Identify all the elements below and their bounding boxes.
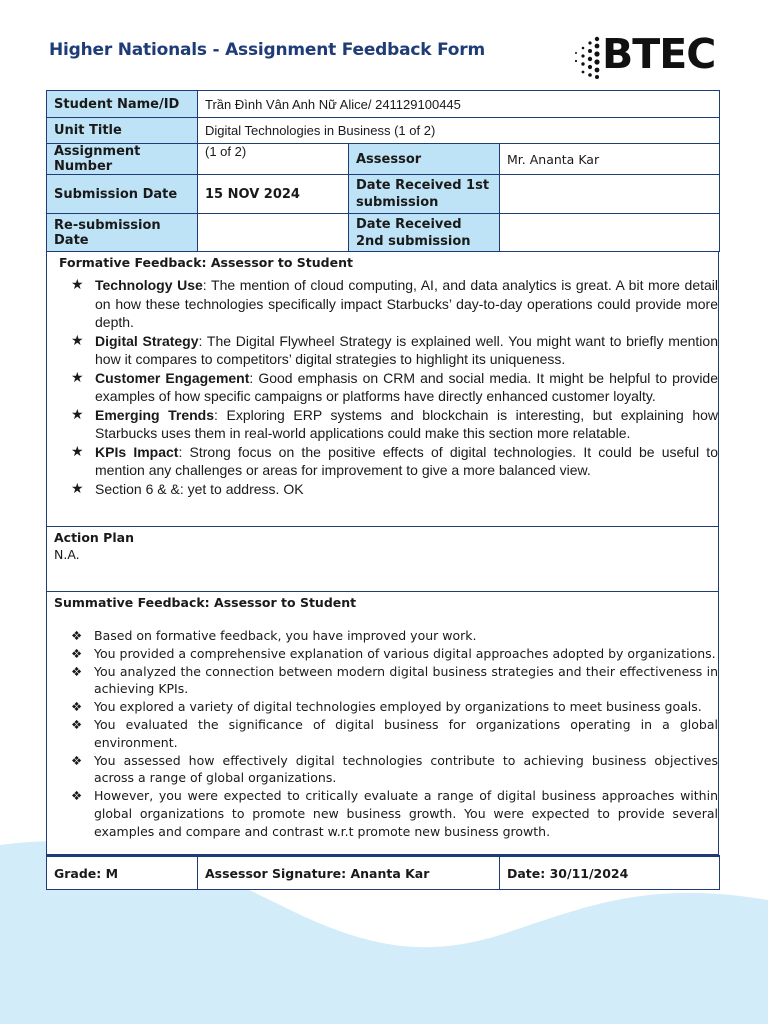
star-icon: ★ [71, 332, 84, 349]
star-icon: ★ [71, 406, 84, 423]
item-text: You explored a variety of digital technologies employed by organizations to meet business goals. [94, 699, 702, 715]
student-value: Trần Đình Vân Anh Nữ Alice/ 241129100445 [198, 91, 720, 118]
submission-value: 15 NOV 2024 [198, 175, 349, 214]
list-item [59, 369, 718, 406]
table-row [47, 175, 720, 214]
table-row [47, 144, 720, 175]
received2-label: Date Received 2nd submission [349, 214, 500, 252]
summative-title: Summative Feedback: Assessor to Student [54, 595, 357, 610]
resubmission-value [198, 214, 349, 252]
assignment-label: Assignment Number [47, 144, 198, 175]
logo-wordmark: BTEC [602, 30, 716, 78]
item-text: Section 6 & &: yet to address. OK [95, 480, 304, 497]
received-value [500, 175, 720, 214]
unit-label: Unit Title [47, 118, 198, 144]
received-label: Date Received 1st submission [349, 175, 500, 214]
action-plan-title: Action Plan [54, 530, 134, 545]
assignment-value: (1 of 2) [198, 144, 349, 175]
formative-section [46, 252, 719, 527]
item-text: : Good emphasis on CRM and social media. It might be helpful to provide examples of how specific campaigns or platforms have directly enhanced customer loyalty. [95, 369, 719, 404]
diamond-bullet-icon: ❖ [71, 663, 83, 679]
action-plan-section [46, 527, 719, 592]
list-item [54, 698, 718, 716]
unit-value: Digital Technologies in Business (1 of 2) [198, 118, 720, 144]
item-text: Based on formative feedback, you have improved your work. [94, 628, 477, 643]
item-text: You evaluated the significance of digital business for organizations operating in a global environment. [94, 716, 718, 750]
diamond-bullet-icon: ❖ [71, 628, 83, 643]
list-item [54, 663, 718, 699]
star-icon: ★ [71, 480, 84, 497]
list-item [59, 443, 718, 480]
item-text: You assessed how effectively digital technologies contribute to achieving business objectives across a range of global organizations. [94, 752, 718, 786]
table-row [47, 214, 720, 252]
item-text: You provided a comprehensive explanation of various digital approaches adopted by organizations. [94, 645, 716, 661]
summative-section [46, 592, 719, 855]
item-text: : The mention of cloud computing, AI, and data analytics is great. A bit more detail on how these technologies specifically impact Starbucks’ day-to-day operations could provide more depth. [95, 277, 718, 330]
star-icon: ★ [71, 443, 84, 460]
list-item [54, 752, 718, 788]
submission-label: Submission Date [47, 175, 198, 214]
star-icon: ★ [71, 369, 84, 386]
item-heading: Customer Engagement [95, 369, 250, 386]
formative-list [59, 276, 718, 498]
assessor-value: Mr. Ananta Kar [500, 144, 720, 175]
student-label: Student Name/ID [47, 91, 198, 118]
assessor-label: Assessor [349, 144, 500, 175]
details-table [46, 90, 720, 252]
table-row [47, 856, 720, 890]
item-text: However, you were expected to critically evaluate a range of digital business approaches within global organizations to promote new business growth. You were expected to provide several examples and compare and contrast w.r.t promote new business growth. [94, 788, 718, 839]
table-row [47, 91, 720, 118]
list-item [59, 480, 718, 499]
item-heading: Digital Strategy [95, 332, 199, 349]
formative-title: Formative Feedback: Assessor to Student [59, 255, 353, 270]
item-heading: Emerging Trends [95, 406, 215, 423]
feedback-form [46, 90, 719, 890]
diamond-bullet-icon: ❖ [71, 788, 83, 804]
received2-value [500, 214, 720, 252]
action-plan-text: N.A. [54, 547, 80, 562]
feedback-date: Date: 30/11/2024 [500, 856, 720, 890]
star-icon: ★ [71, 277, 84, 293]
logo-dots-icon [572, 34, 604, 82]
item-text: You analyzed the connection between modern digital business strategies and their effectiveness in achieving KPIs. [94, 663, 718, 697]
diamond-bullet-icon: ❖ [71, 645, 83, 661]
form-title: Higher Nationals - Assignment Feedback Form [49, 40, 485, 60]
grade: Grade: M [47, 856, 198, 890]
list-item [59, 276, 718, 332]
list-item [54, 787, 718, 840]
item-text: : Strong focus on the positive effects of digital technologies. It could be useful to mention any challenges or areas for improvement to give a more balanced view. [95, 443, 718, 478]
item-heading: KPIs Impact [95, 443, 179, 460]
table-row [47, 118, 720, 144]
item-heading: Technology Use [95, 277, 203, 293]
item-text: : Exploring ERP systems and blockchain is interesting, but explaining how Starbucks uses them in real-world applications could make this section more relatable. [95, 406, 718, 441]
footer-table [46, 855, 720, 890]
diamond-bullet-icon: ❖ [71, 716, 83, 732]
list-item [54, 716, 718, 752]
list-item [54, 627, 718, 645]
resubmission-label: Re-submission Date [47, 214, 198, 252]
list-item [59, 406, 718, 443]
summative-list [54, 627, 718, 841]
assessor-signature: Assessor Signature: Ananta Kar [198, 856, 500, 890]
list-item [54, 645, 718, 663]
btec-logo [572, 30, 722, 84]
item-text: : The Digital Flywheel Strategy is explained well. You might want to briefly mention how it compares to competitors’ digital strategies to highlight its uniqueness. [95, 332, 718, 367]
list-item [59, 332, 718, 369]
diamond-bullet-icon: ❖ [71, 699, 83, 715]
diamond-bullet-icon: ❖ [71, 752, 83, 768]
